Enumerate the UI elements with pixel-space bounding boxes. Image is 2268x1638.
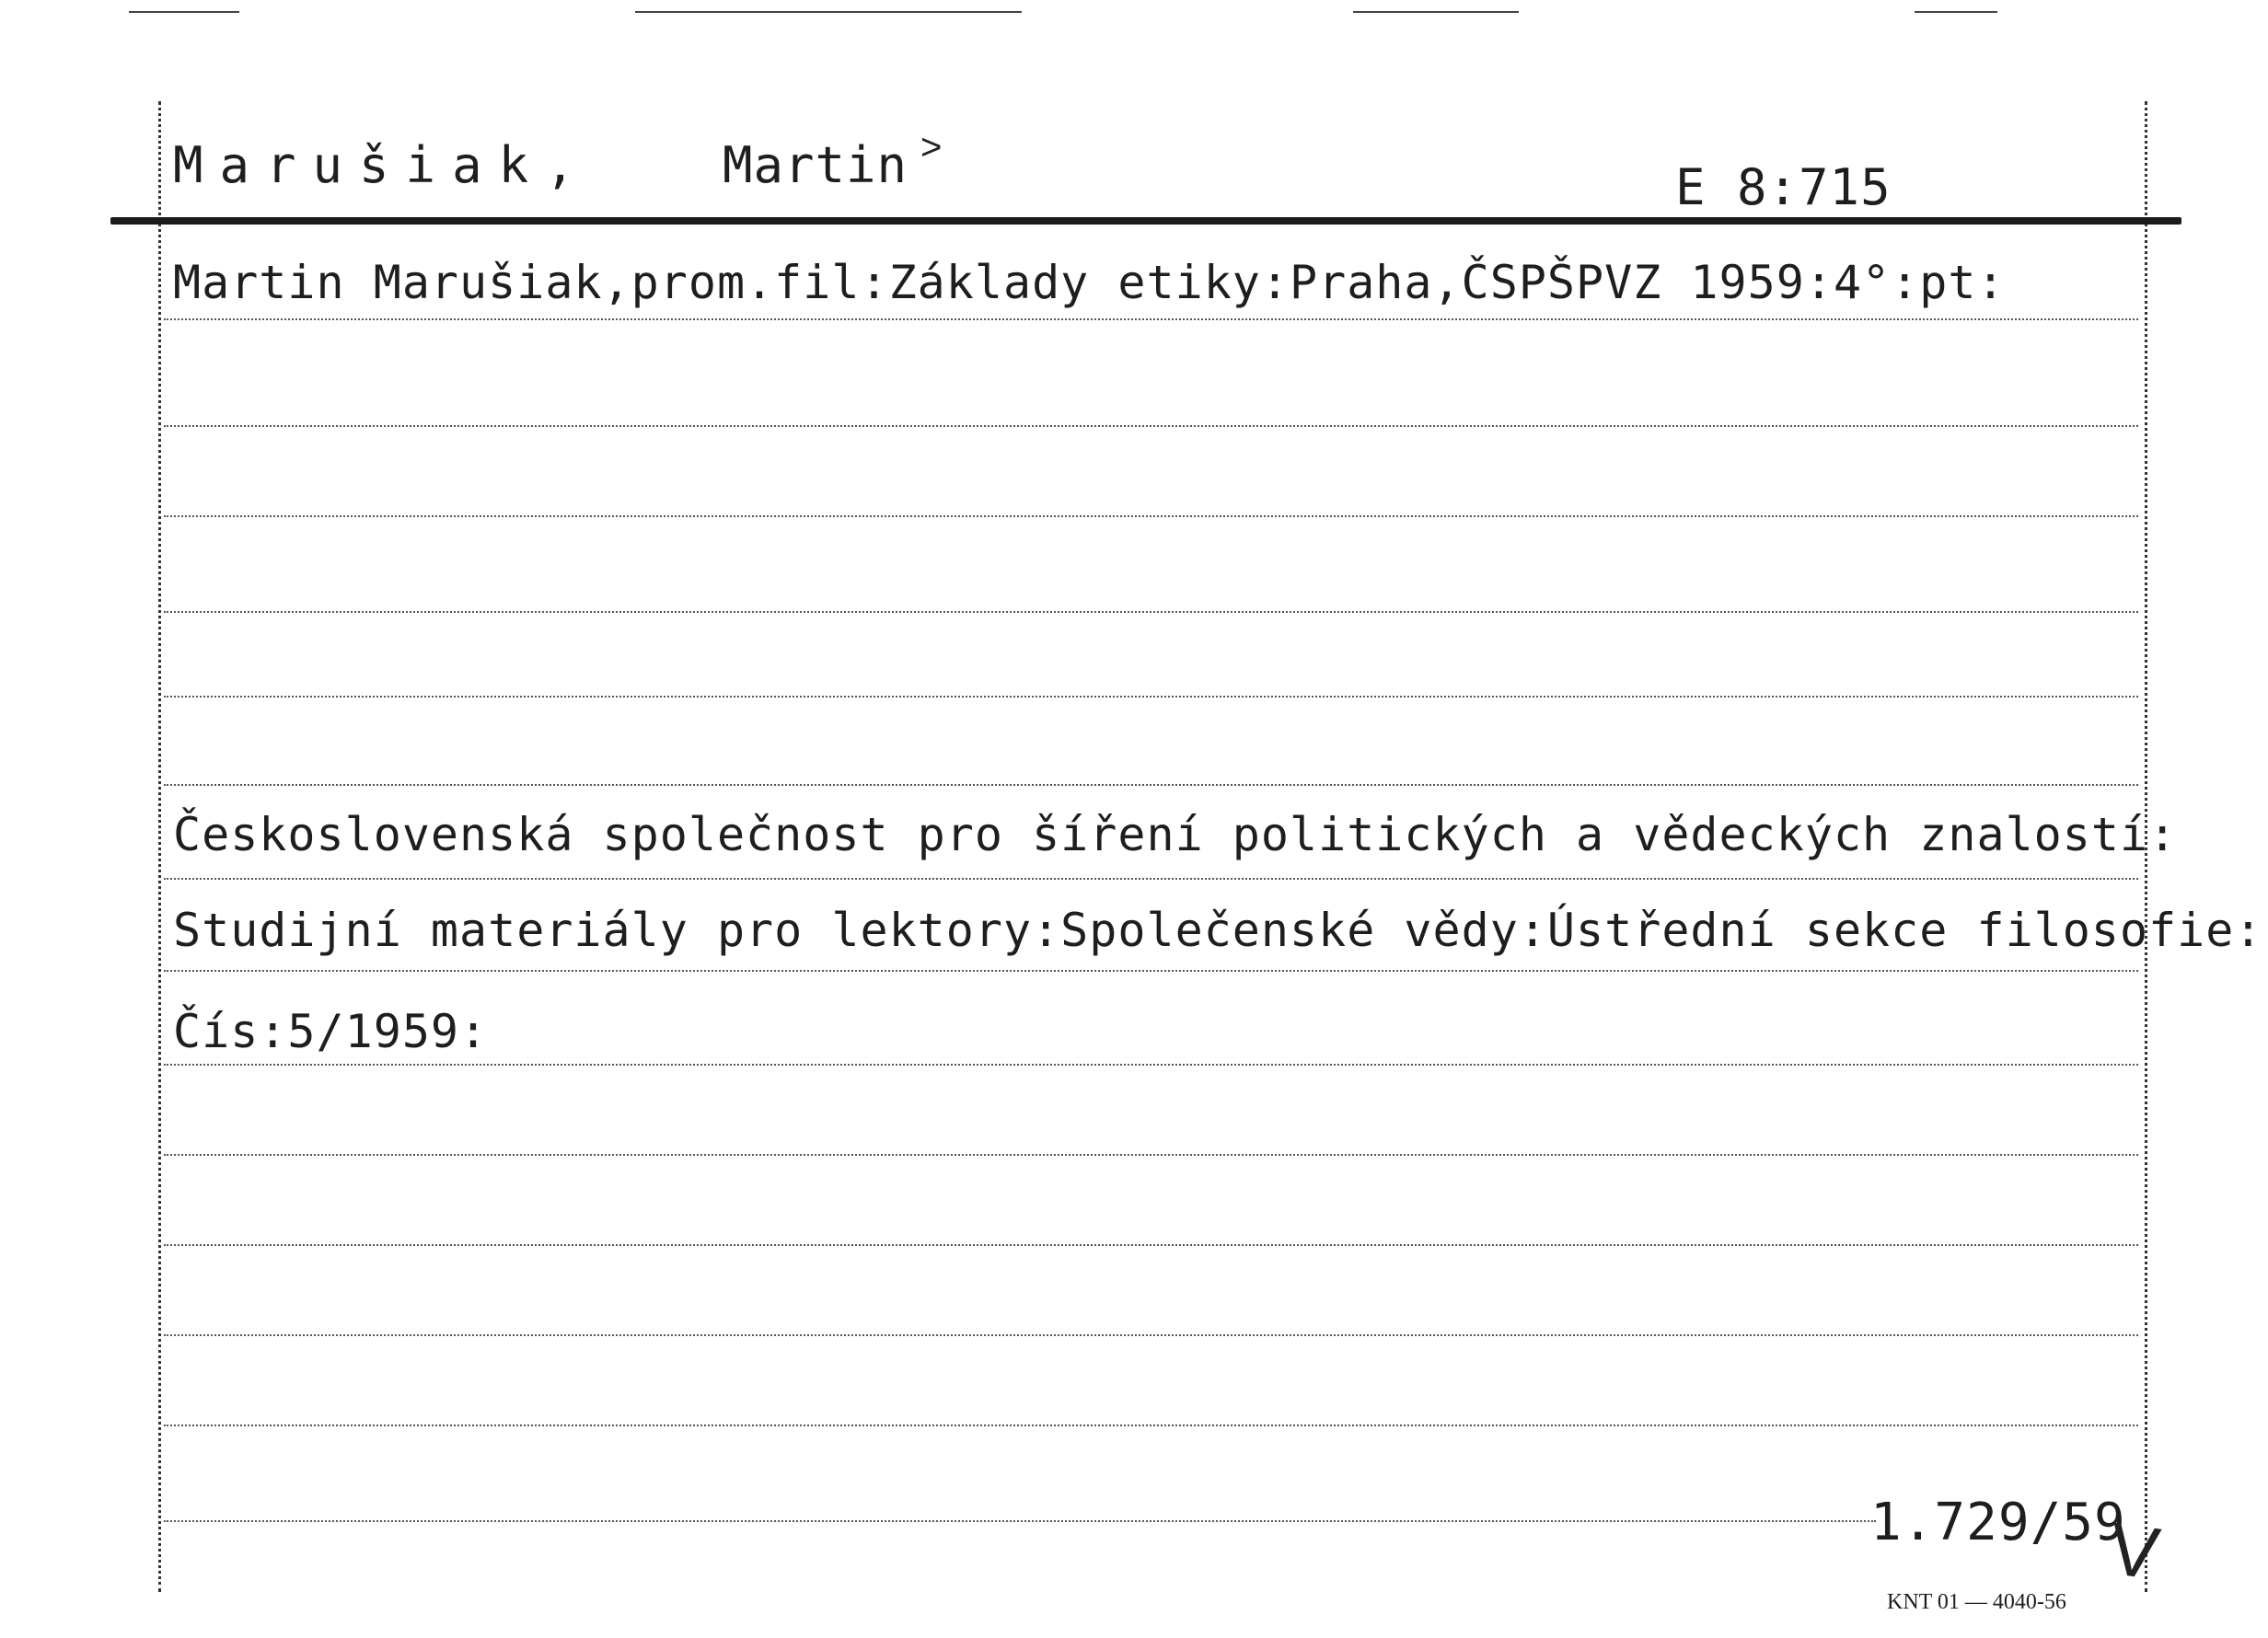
ruled-line — [164, 784, 2138, 786]
card-print-code: KNT 01 — 4040-56 — [1887, 1590, 2066, 1614]
ruled-line — [164, 1334, 2138, 1336]
edge-mark — [129, 11, 239, 13]
shelfmark: E 8:715 — [1675, 158, 1892, 216]
ruled-line — [164, 970, 2138, 972]
ruled-line — [164, 1154, 2138, 1156]
caret-mark-icon: > — [920, 127, 943, 167]
ruled-line — [164, 611, 2138, 613]
author-forename: Martin — [723, 136, 908, 194]
ruled-line — [164, 1425, 2138, 1426]
series-line-3: Čís:5/1959: — [173, 1005, 489, 1058]
ruled-line — [164, 318, 2138, 320]
accession-number: 1.729/59 — [1870, 1493, 2126, 1552]
series-line-1: Československá společnost pro šíření politických a vědeckých znalostí: — [173, 808, 2178, 861]
header-rule — [110, 217, 2181, 225]
ruled-line — [164, 1244, 2138, 1246]
edge-mark — [635, 11, 1022, 13]
ruled-line — [164, 696, 2138, 698]
series-line-2: Studijní materiály pro lektory:Společenské vědy:Ústřední sekce filosofie: — [173, 904, 2263, 957]
bibliographic-entry: Martin Marušiak,prom.fil:Základy etiky:Praha,ČSPŠPVZ 1959:4°:pt: — [173, 256, 2006, 309]
ruled-line — [164, 515, 2138, 517]
edge-mark — [1915, 11, 1997, 13]
ruled-line — [164, 1520, 1876, 1522]
handwritten-check-mark: V — [2104, 1506, 2165, 1596]
ruled-line — [164, 1064, 2138, 1066]
edge-mark — [1353, 11, 1519, 13]
ruled-line — [164, 425, 2138, 427]
ruled-line — [164, 878, 2138, 880]
left-margin-line — [158, 101, 161, 1592]
author-surname: Marušiak, — [173, 136, 592, 194]
